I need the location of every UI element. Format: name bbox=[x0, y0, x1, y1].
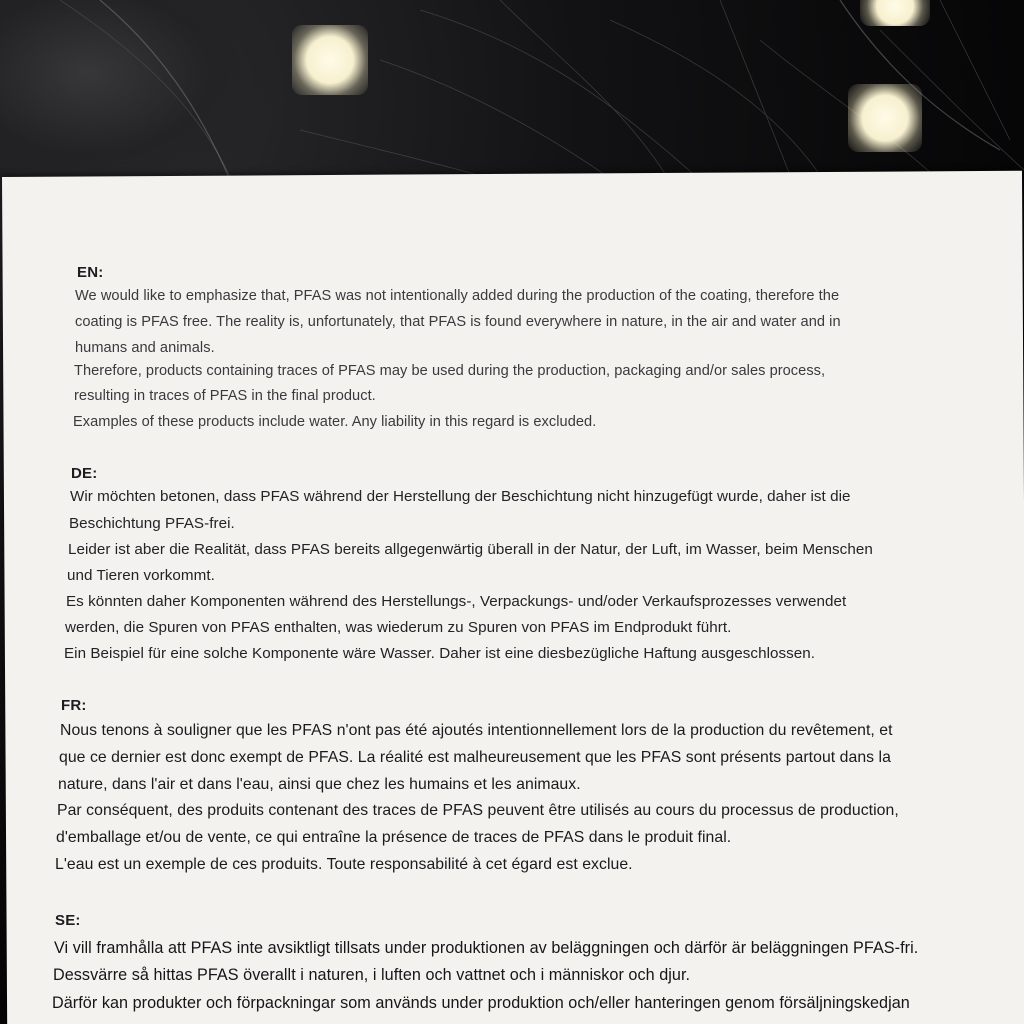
section-heading: FR: bbox=[61, 697, 87, 714]
text-line: Därför kan produkter och förpackningar som används under produktion och/eller hanteringen genom försäljningskedjan bbox=[52, 994, 910, 1012]
text-line: Es könnten daher Komponenten während des Herstellungs-, Verpackungs- und/oder Verkaufsprozesses verwendet bbox=[66, 593, 847, 610]
text-line: humans and animals. bbox=[75, 340, 215, 356]
text-line: Examples of these products include water. Any liability in this regard is excluded. bbox=[73, 414, 597, 430]
section-heading: DE: bbox=[71, 465, 98, 482]
text-line: d'emballage et/ou de vente, ce qui entraîne la présence de traces de PFAS dans le produit final. bbox=[56, 829, 732, 846]
section-heading: EN: bbox=[77, 264, 104, 281]
text-line: Vi vill framhålla att PFAS inte avsiktligt tillsats under produktionen av beläggningen och därför är beläggningen PFAS-fri. bbox=[54, 939, 919, 957]
text-line: Nous tenons à souligner que les PFAS n'ont pas été ajoutés intentionnellement lors de la production du revêtement, et bbox=[60, 722, 893, 739]
text-line: L'eau est un exemple de ces produits. Toute responsabilité à cet égard est exclue. bbox=[55, 856, 633, 873]
text-line: Ein Beispiel für eine solche Komponente wäre Wasser. Daher ist eine diesbezügliche Haftung ausgeschlossen. bbox=[64, 645, 816, 662]
text-line: Dessvärre så hittas PFAS överallt i naturen, i luften och vattnet och i människor och djur. bbox=[53, 966, 691, 984]
text-line: Leider ist aber die Realität, dass PFAS bereits allgegenwärtig überall in der Natur, der Luft, im Wasser, beim Menschen bbox=[68, 541, 873, 558]
text-line: Wir möchten betonen, dass PFAS während der Herstellung der Beschichtung nicht hinzugefügt wurde, daher ist die bbox=[70, 488, 851, 505]
text-line: Therefore, products containing traces of PFAS may be used during the production, packaging and/or sales process, bbox=[74, 363, 826, 379]
text-line: coating is PFAS free. The reality is, unfortunately, that PFAS is found everywhere in nature, in the air and water and in bbox=[75, 314, 841, 330]
text-line: Beschichtung PFAS-frei. bbox=[69, 515, 235, 532]
text-line: werden, die Spuren von PFAS enthalten, was wiederum zu Spuren von PFAS im Endprodukt führt. bbox=[65, 619, 732, 636]
text-line: que ce dernier est donc exempt de PFAS. La réalité est malheureusement que les PFAS sont présents partout dans la bbox=[59, 749, 891, 766]
section-heading: SE: bbox=[55, 912, 81, 929]
text-line: resulting in traces of PFAS in the final product. bbox=[74, 388, 376, 404]
text-line: und Tieren vorkommt. bbox=[67, 567, 215, 584]
text-line: nature, dans l'air et dans l'eau, ainsi que chez les humains et les animaux. bbox=[58, 776, 581, 793]
text-line: Par conséquent, des produits contenant des traces de PFAS peuvent être utilisés au cours du processus de production, bbox=[57, 802, 899, 819]
text-line: We would like to emphasize that, PFAS was not intentionally added during the production of the coating, therefore the bbox=[75, 288, 840, 304]
